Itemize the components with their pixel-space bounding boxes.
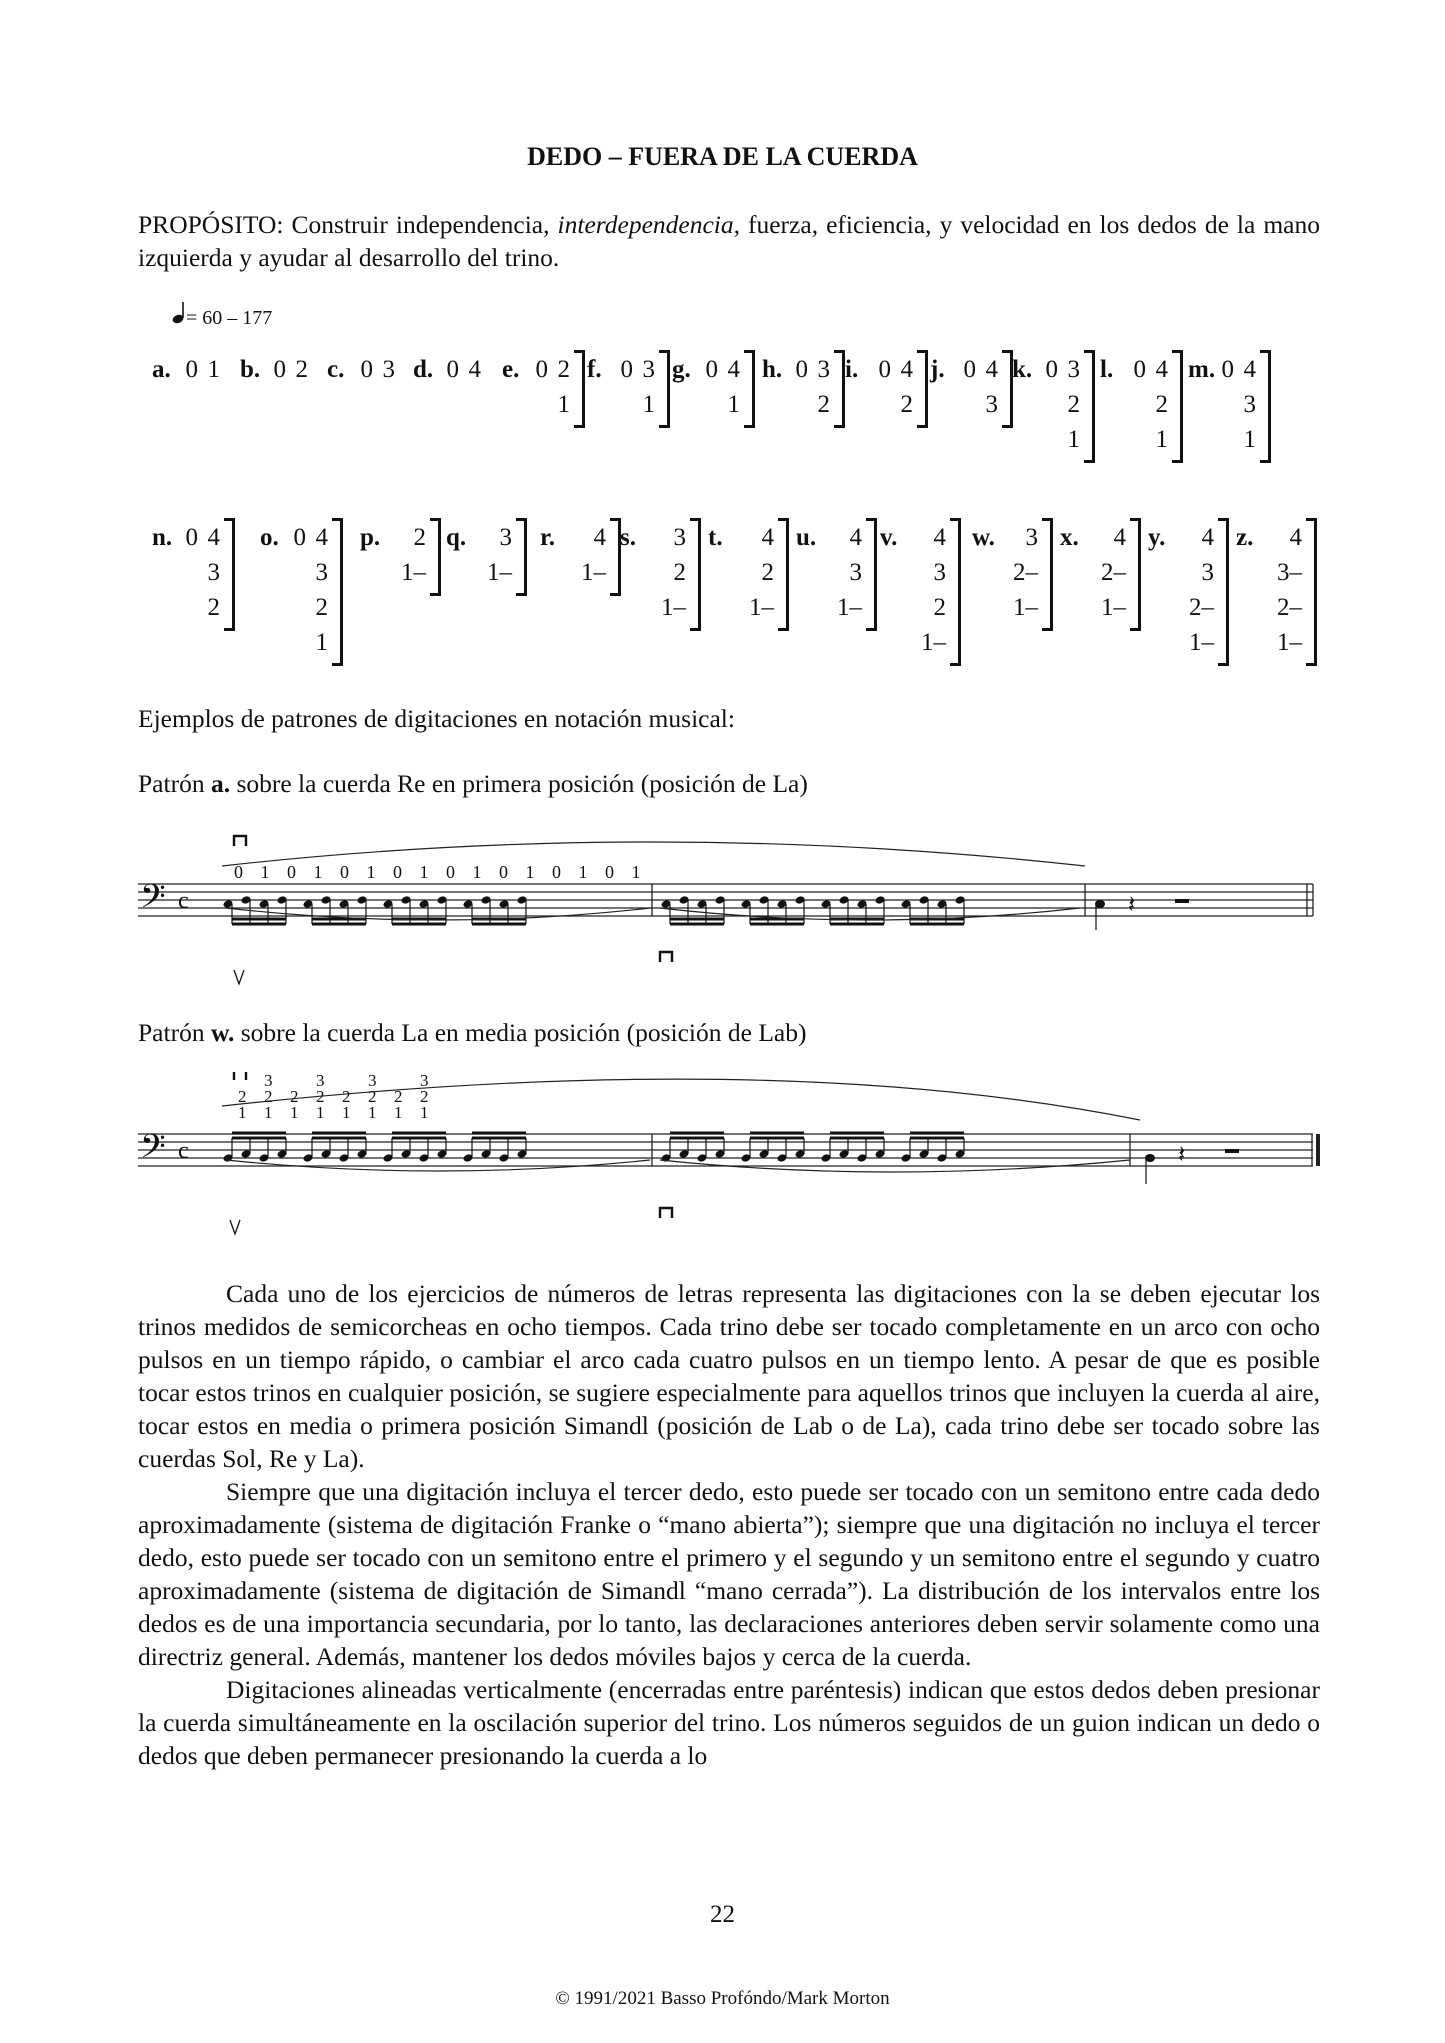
purpose-italic: interdependencia, xyxy=(557,210,740,239)
finger-number: 2– xyxy=(1101,559,1126,586)
body-text xyxy=(138,1277,1320,1772)
up-bow-icon xyxy=(230,1220,240,1234)
finger-number: 2 xyxy=(420,1087,429,1106)
finger-number: 3 xyxy=(817,356,830,383)
finger-number: 1– xyxy=(749,594,774,621)
finger-number: 0 xyxy=(605,862,614,882)
fingering-patterns-row-2 xyxy=(0,520,1445,680)
finger-number: 4 xyxy=(593,524,606,551)
pattern-label: p. xyxy=(360,524,381,551)
finger-number: 2 xyxy=(413,524,426,551)
finger-number: 0 xyxy=(1133,356,1146,383)
purpose-paragraph xyxy=(138,208,1320,274)
pattern-w-prefix: Patrón xyxy=(138,1018,211,1047)
pattern-label: k. xyxy=(1012,356,1033,383)
finger-number: 1 xyxy=(366,862,376,882)
finger-number: 1 xyxy=(419,862,429,882)
finger-number: 4 xyxy=(900,356,913,383)
pattern-label: s. xyxy=(620,524,636,551)
finger-number: 2 xyxy=(295,356,308,383)
pattern-label: n. xyxy=(152,524,173,551)
finger-number: 3 xyxy=(316,1072,325,1090)
finger-number: 1 xyxy=(313,862,323,882)
tempo-value: = 60 – 177 xyxy=(186,307,273,329)
slur xyxy=(222,842,1085,866)
pattern-label: y. xyxy=(1148,524,1166,551)
finger-number: 1 xyxy=(260,862,270,882)
finger-number: 1 xyxy=(1243,426,1256,453)
quarter-rest-icon: 𝄽 xyxy=(1178,1142,1186,1168)
finger-number: 2 xyxy=(933,594,946,621)
pattern-a-heading xyxy=(138,767,1320,800)
pattern-label: c. xyxy=(327,356,345,383)
finger-number: 2 xyxy=(1155,391,1168,418)
bracket xyxy=(744,350,755,428)
finger-number: 0 xyxy=(360,356,373,383)
finger-number: 1– xyxy=(487,559,512,586)
finger-number: 1 xyxy=(207,356,220,383)
finger-number: 0 xyxy=(446,356,459,383)
finger-number: 1 xyxy=(525,862,535,882)
finger-number: 2 xyxy=(315,594,328,621)
finger-number: 0 xyxy=(340,862,349,882)
common-time-icon: c xyxy=(178,888,189,914)
finger-number: 1 xyxy=(578,862,588,882)
finger-number: 0 xyxy=(185,524,198,551)
bracket xyxy=(690,518,701,631)
finger-number: 1– xyxy=(837,594,862,621)
finger-number: 0 xyxy=(1221,356,1234,383)
finger-number: 4 xyxy=(985,356,998,383)
finger-number: 3 xyxy=(382,356,395,383)
finger-number: 1 xyxy=(557,391,570,418)
pattern-label: x. xyxy=(1060,524,1079,551)
bracket xyxy=(430,518,441,596)
finger-number: 0 xyxy=(393,862,402,882)
finger-number: 0 xyxy=(552,862,561,882)
finger-number: 1– xyxy=(661,594,686,621)
finger-number: 1 xyxy=(342,1103,351,1122)
finger-number: 4 xyxy=(1243,356,1256,383)
pattern-label: g. xyxy=(672,356,691,383)
finger-number: 2– xyxy=(1013,559,1038,586)
examples-heading: Ejemplos de patrones de digitaciones en notación musical: xyxy=(138,704,735,733)
music-staff-pattern-w xyxy=(130,1072,1330,1242)
bracket xyxy=(1218,518,1229,666)
down-bow-icon xyxy=(234,836,246,846)
pattern-label: b. xyxy=(240,356,261,383)
finger-number: 2 xyxy=(394,1087,403,1106)
finger-number: 1– xyxy=(581,559,606,586)
finger-number: 3 xyxy=(985,391,998,418)
bracket xyxy=(574,350,585,428)
finger-number: 3 xyxy=(1025,524,1038,551)
finger-number: 0 xyxy=(273,356,286,383)
finger-number: 4 xyxy=(468,356,481,383)
finger-number: 1 xyxy=(472,862,482,882)
pattern-w-rest: sobre la cuerda La en media posición (posición de Lab) xyxy=(234,1018,807,1047)
finger-number: 2 xyxy=(316,1087,325,1106)
finger-number: 4 xyxy=(727,356,740,383)
finger-number: 0 xyxy=(293,524,306,551)
down-bow-icon xyxy=(660,952,672,962)
finger-number: 1– xyxy=(921,629,946,656)
purpose-lead: PROPÓSITO: Construir independencia, xyxy=(138,210,558,239)
pattern-label: r. xyxy=(540,524,556,551)
pattern-label: v. xyxy=(880,524,898,551)
finger-number: 2 xyxy=(207,594,220,621)
pattern-a-label: a. xyxy=(210,769,231,798)
page-title: DEDO – FUERA DE LA CUERDA xyxy=(527,142,918,171)
finger-number: 4 xyxy=(1155,356,1168,383)
finger-number: 1 xyxy=(642,391,655,418)
music-staff-pattern-a xyxy=(130,822,1330,992)
pattern-label: l. xyxy=(1100,356,1114,383)
half-rest-icon xyxy=(1175,899,1189,903)
finger-number: 4 xyxy=(933,524,946,551)
up-bow-icon xyxy=(234,970,244,984)
finger-number: 1 xyxy=(290,1103,299,1122)
finger-number: 1– xyxy=(1101,594,1126,621)
finger-number: 3 xyxy=(1067,356,1080,383)
pattern-label: o. xyxy=(260,524,279,551)
slur xyxy=(222,1079,1140,1120)
finger-number: 4 xyxy=(1289,524,1302,551)
finger-number: 2– xyxy=(1189,594,1214,621)
body-paragraph-1: Cada uno de los ejercicios de números de letras representa las digitaciones con la se deben ejecutar los trinos medidos de semicorcheas en ocho tiempos. Cada trino debe ser tocado completamente en un arco con ocho pulsos en un tiempo rápido, o cambiar el arco cada cuatro pulsos en un tiempo lento. A pesar de que es posible tocar estos trinos en cualquier posición, se sugiere especialmente para aquellos trinos que incluyen la cuerda al aire, tocar estos en media o primera posición Simandl (posición de Lab o de La), cada trino debe ser tocado sobre las cuerdas Sol, Re y La). xyxy=(138,1279,1320,1473)
pattern-w-heading xyxy=(138,1016,1320,1049)
bracket xyxy=(1260,350,1271,463)
pattern-label: e. xyxy=(502,356,520,383)
finger-number: 2 xyxy=(900,391,913,418)
quarter-rest-icon: 𝄽 xyxy=(1128,892,1136,918)
fingering-patterns-row-1 xyxy=(0,352,1445,472)
finger-number: 3 xyxy=(315,559,328,586)
finger-number: 3 xyxy=(642,356,655,383)
finger-number: 1 xyxy=(315,629,328,656)
pattern-label: w. xyxy=(972,524,995,551)
body-paragraph-3: Digitaciones alineadas verticalmente (encerradas entre paréntesis) indican que estos dedos deben presionar la cuerda simultáneamente en la oscilación superior del trino. Los números seguidos de un guion indican un dedo o dedos que deben permanecer presionando la cuerda a lo xyxy=(138,1675,1320,1770)
bass-clef-icon: 𝄢 xyxy=(140,878,166,923)
finger-number: 3– xyxy=(1277,559,1302,586)
finger-number: 3 xyxy=(673,524,686,551)
bracket xyxy=(917,350,928,428)
finger-number: 2– xyxy=(1277,594,1302,621)
bracket xyxy=(1172,350,1183,463)
finger-number: 2 xyxy=(290,1087,299,1106)
pattern-label: j. xyxy=(930,356,945,383)
tempo-marking xyxy=(172,302,272,330)
finger-number: 4 xyxy=(849,524,862,551)
finger-number: 0 xyxy=(878,356,891,383)
finger-number: 1 xyxy=(368,1103,377,1122)
pattern-a-rest: sobre la cuerda Re en primera posición (posición de La) xyxy=(230,769,808,798)
down-bow-icon xyxy=(660,1208,672,1218)
finger-number: 1 xyxy=(238,1103,247,1122)
finger-number: 4 xyxy=(1201,524,1214,551)
bracket xyxy=(659,350,670,428)
common-time-icon: c xyxy=(178,1138,189,1164)
down-bow-icon xyxy=(234,1072,246,1080)
pattern-label: h. xyxy=(762,356,783,383)
finger-number: 3 xyxy=(849,559,862,586)
pattern-w-label: w. xyxy=(210,1018,235,1047)
bracket xyxy=(1130,518,1141,631)
finger-number: 2 xyxy=(557,356,570,383)
bracket xyxy=(834,350,845,428)
finger-number: 0 xyxy=(795,356,808,383)
pattern-label: a. xyxy=(152,356,171,383)
pattern-label: m. xyxy=(1188,356,1216,383)
finger-number: 4 xyxy=(1113,524,1126,551)
finger-number: 2 xyxy=(673,559,686,586)
bracket xyxy=(1084,350,1095,463)
finger-number: 1 xyxy=(631,862,641,882)
finger-number: 2 xyxy=(342,1087,351,1106)
finger-number: 3 xyxy=(1243,391,1256,418)
pattern-a-prefix: Patrón xyxy=(138,769,211,798)
pattern-label: q. xyxy=(446,524,467,551)
pattern-label: u. xyxy=(796,524,817,551)
pattern-label: t. xyxy=(708,524,723,551)
bracket xyxy=(516,518,527,596)
finger-number: 2 xyxy=(368,1087,377,1106)
finger-number: 3 xyxy=(368,1072,377,1090)
finger-number: 1 xyxy=(316,1103,325,1122)
pattern-label: i. xyxy=(845,356,859,383)
finger-number: 3 xyxy=(207,559,220,586)
finger-number: 1 xyxy=(1155,426,1168,453)
finger-number: 0 xyxy=(535,356,548,383)
finger-number: 1 xyxy=(1067,426,1080,453)
finger-number: 1 xyxy=(727,391,740,418)
finger-number: 0 xyxy=(446,862,455,882)
finger-number: 3 xyxy=(499,524,512,551)
finger-number: 1 xyxy=(420,1103,429,1122)
finger-number: 0 xyxy=(963,356,976,383)
finger-number: 0 xyxy=(185,356,198,383)
finger-number: 3 xyxy=(420,1072,429,1090)
pattern-label: z. xyxy=(1236,524,1254,551)
half-rest-icon xyxy=(1225,1149,1239,1153)
finger-number: 0 xyxy=(620,356,633,383)
finger-number: 0 xyxy=(1045,356,1058,383)
finger-number: 1– xyxy=(1277,629,1302,656)
bracket xyxy=(224,518,235,631)
copyright-footer: © 1991/2021 Basso Profóndo/Mark Morton xyxy=(555,1988,890,2009)
purpose-rest: fuerza, eficiencia, y velocidad en los dedos de la mano izquierda y ayudar al desarrollo del trino. xyxy=(138,210,1321,272)
finger-number: 0 xyxy=(705,356,718,383)
finger-number: 3 xyxy=(264,1072,273,1090)
finger-number: 2 xyxy=(817,391,830,418)
finger-number: 0 xyxy=(287,862,296,882)
page-number: 22 xyxy=(710,1901,735,1928)
finger-number: 3 xyxy=(1201,559,1214,586)
finger-number: 2 xyxy=(264,1087,273,1106)
finger-number: 4 xyxy=(315,524,328,551)
finger-number: 1– xyxy=(1013,594,1038,621)
bracket xyxy=(950,518,961,666)
finger-number: 0 xyxy=(499,862,508,882)
bracket xyxy=(1042,518,1053,631)
finger-number: 2 xyxy=(238,1087,247,1106)
bass-clef-icon: 𝄢 xyxy=(140,1128,166,1173)
finger-number: 1– xyxy=(401,559,426,586)
bracket xyxy=(332,518,343,666)
bracket xyxy=(778,518,789,631)
finger-number: 1– xyxy=(1189,629,1214,656)
finger-number: 2 xyxy=(761,559,774,586)
finger-number: 2 xyxy=(1067,391,1080,418)
finger-number: 0 xyxy=(234,862,243,882)
finger-number: 1 xyxy=(394,1103,403,1122)
quarter-note-icon xyxy=(172,302,186,324)
finger-number: 3 xyxy=(933,559,946,586)
pattern-label: d. xyxy=(413,356,434,383)
finger-number: 4 xyxy=(207,524,220,551)
body-paragraph-2: Siempre que una digitación incluya el tercer dedo, esto puede ser tocado con un semitono entre cada dedo aproximadamente (sistema de digitación Franke o “mano abierta”); siempre que una digitación no incluya el tercer dedo, esto puede ser tocado con un semitono entre el primero y el segundo y un semitono entre el segundo y cuatro aproximadamente (sistema de digitación de Simandl “mano cerrada”). La distribución de los intervalos entre los dedos es de una importancia secundaria, por lo tanto, las declaraciones anteriores deben servir solamente como una directriz general. Además, mantener los dedos móviles bajos y cerca de la cuerda. xyxy=(138,1477,1320,1671)
bracket xyxy=(1306,518,1317,666)
finger-number: 1 xyxy=(264,1103,273,1122)
pattern-label: f. xyxy=(587,356,602,383)
bracket xyxy=(866,518,877,631)
finger-number: 4 xyxy=(761,524,774,551)
